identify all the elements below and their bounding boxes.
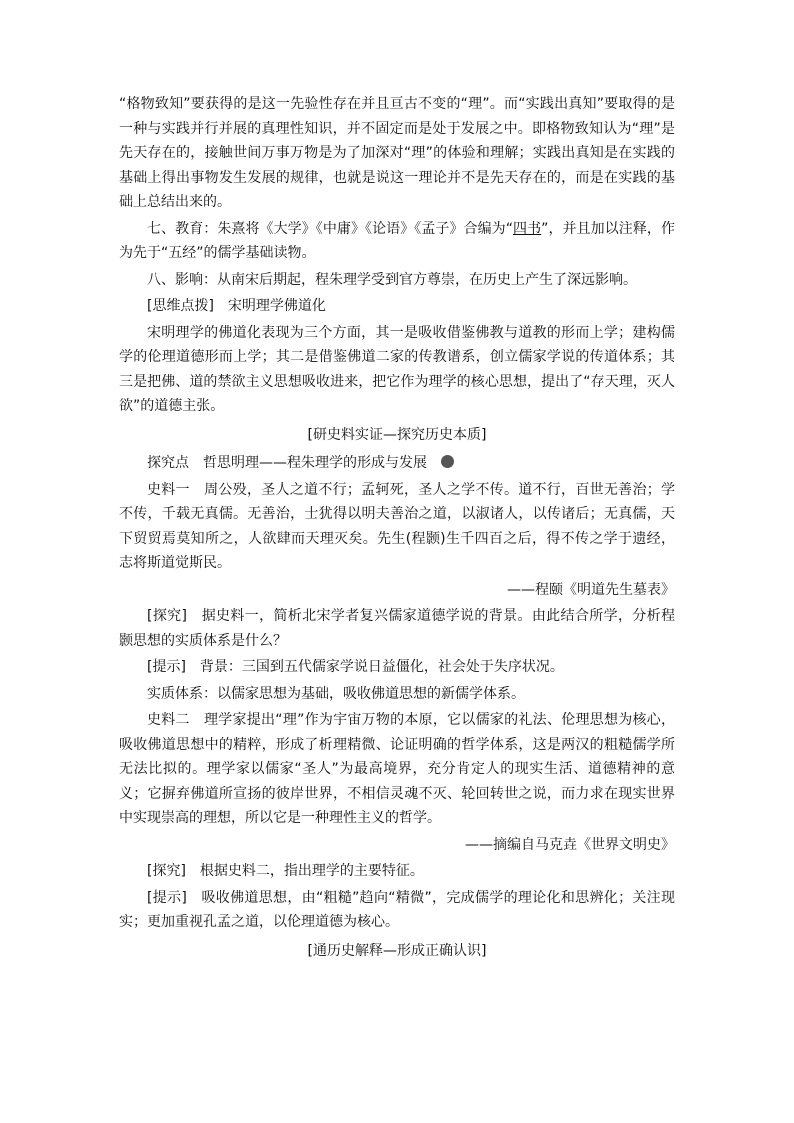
section-heading-historical-evidence: [研史料实证—探究历史本质]	[307, 426, 487, 443]
paragraph-buddhist-taoist-influence: 宋明理学的佛道化表现为三个方面，其一是吸收借鉴佛教与道教的形而上学；建构儒学的伦理道德形而上学；其二是借鉴佛道二家的传教谱系，创立儒家学说的传道体系；其三是把佛、道的禁欲主义思想吸收进来，把它作为理学的核心思想，提出了“存天理，灭人欲”的道德主张。	[119, 324, 675, 414]
hint-background: [提示] 背景：三国到五代儒家学说日益僵化，社会处于失序状况。	[147, 659, 564, 675]
exploration-point-text: 探究点 哲思明理——程朱理学的形成与发展	[147, 455, 427, 471]
source-material-one: 史料一 周公殁，圣人之道不行；孟轲死，圣人之学不传。道不行，百世无善治；学不传，千载无真儒。无善治，士犹得以明夫善治之道，以淑诸人，以传诸后；无真儒，天下贸贸焉莫知所之，人欲肆而天理灭矣。先生(程颢)生千四百之后，得不传之学于遗经，志将斯道觉斯民。	[119, 481, 675, 571]
education-text-after: ”，并且加以注释，作为先于“五经”的儒学基础读物。	[119, 220, 675, 261]
bullet-dot-icon	[441, 455, 454, 468]
paragraph-influence: 八、影响：从南宋后期起，程朱理学受到官方尊崇，在历史上产生了深远影响。	[147, 271, 637, 288]
exploration-point-heading	[119, 451, 675, 476]
paragraph-gewu-zhizhi: “格物致知”要获得的是这一先验性存在并且亘古不变的“理”。而“实践出真知”要取得的是一种与实践并行并展的真理性知识，并不固定而是处于发展之中。即格物致知认为“理”是先天存在的，接触世间万事万物是为了加深对“理”的体验和理解；实践出真知是在实践的基础上得出事物发生发展的规律，也就是说这一理论并不是先天存在的，而是在实践的基础上总结出来的。	[119, 96, 675, 210]
exploration-question-two: [探究] 根据史料二，指出理学的主要特征。	[147, 863, 424, 879]
thinking-tip-heading: [思维点拨] 宋明理学佛道化	[147, 298, 326, 314]
source-material-two: 史料二 理学家提出“理”作为宇宙万物的本原，它以儒家的礼法、伦理思想为核心，吸收佛道思想中的精粹，形成了析理精微、论证明确的哲学体系，这是两汉的粗糙儒学所无法比拟的。理学家以儒家“圣人”为最高境界，充分肯定人的现实生活、道德精神的意义；它摒弃佛道所宣扬的彼岸世界，不相信灵魂不灭、轮回转世之说，而力求在现实世界中实现崇高的理想，所以它是一种理性主义的哲学。	[119, 712, 675, 826]
section-heading-historical-interpretation: [通历史解释—形成正确认识]	[307, 942, 487, 959]
exploration-question-one: [探究] 据史料一，简析北宋学者复兴儒家道德学说的背景。由此结合所学，分析程颢思想的实质体系是什么？	[119, 608, 675, 649]
document-page	[119, 92, 675, 967]
education-text-before: 七、教育：朱熹将《大学》《中庸》《论语》《孟子》合编为“	[147, 220, 513, 237]
sishu-underlined-term: 四书	[512, 220, 542, 237]
source-citation-one: ——程颐《明道先生墓表》	[507, 581, 675, 598]
paragraph-education	[119, 217, 675, 266]
hint-essence-system: 实质体系：以儒家思想为基础，吸收佛道思想的新儒学体系。	[147, 685, 525, 702]
source-citation-two: ——摘编自马克垚《世界文明史》	[465, 836, 675, 853]
hint-main-features: [提示] 吸收佛道思想，由“粗糙”趋向“精微”，完成儒学的理论化和思辨化；关注现实；更加重视孔孟之道，以伦理道德为核心。	[119, 889, 675, 930]
